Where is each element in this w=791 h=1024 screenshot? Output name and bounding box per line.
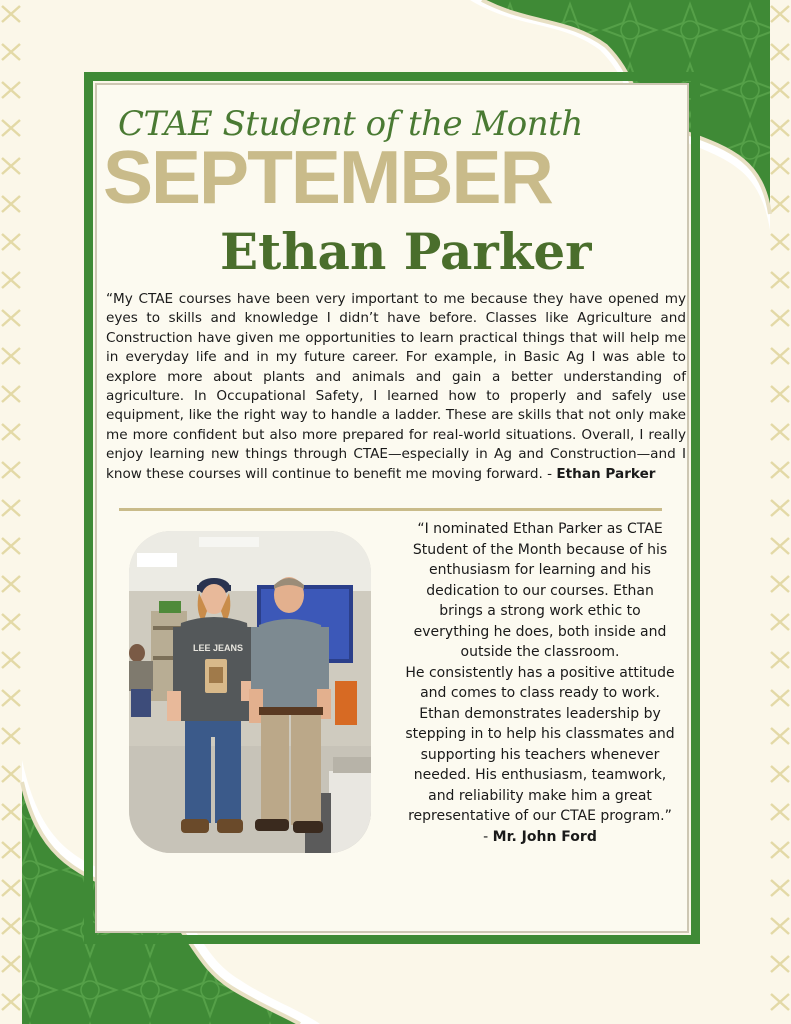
month-heading: SEPTEMBER	[103, 135, 552, 219]
header-title: CTAE Student of the Month	[118, 104, 583, 144]
student-quote-text: “My CTAE courses have been very important to me because they have opened my eyes to skills and knowledge I didn’t have before. Classes like Agriculture and Construction have given me opportunities to learn practical things that will help me in everyday life and in my future career. For example, in Basic Ag I was able to explore more about plants and animals and gain a better understanding of agriculture. In Occupational Safety, I learned how to properly and safely use equipment, like the right way to handle a ladder. These are skills that not only make me more confident but also more prepared for real-world situations. Overall, I really enjoy learning new things through CTAE—especially in Ag and Construction—and I know these courses will continue to benefit me moving forward. -	[106, 291, 686, 482]
gold-divider	[119, 508, 662, 511]
student-quote	[106, 290, 686, 484]
student-quote-attribution: Ethan Parker	[556, 465, 656, 482]
shirt-text: LEE JEANS	[193, 643, 244, 653]
teacher-quote	[404, 519, 676, 847]
student-teacher-photo	[129, 531, 371, 853]
teacher-quote-paragraph-1: “I nominated Ethan Parker as CTAE Student of the Month because of his enthusiasm for learning and his dedication to our courses. Ethan brings a strong work ethic to everything he does, both inside and outside the classroom.	[412, 521, 668, 660]
classroom-photo-illustration	[129, 531, 371, 853]
teacher-quote-paragraph-2: He consistently has a positive attitude and comes to class ready to work. Ethan demonstrates leadership by stepping in to help his classmates and supporting his teachers whenever needed. His enthusiasm, teamwork, and reliability make him a great representative of our CTAE program.” -	[405, 664, 675, 845]
teacher-quote-attribution: Mr. John Ford	[492, 828, 597, 845]
student-name: Ethan Parker	[220, 222, 592, 281]
